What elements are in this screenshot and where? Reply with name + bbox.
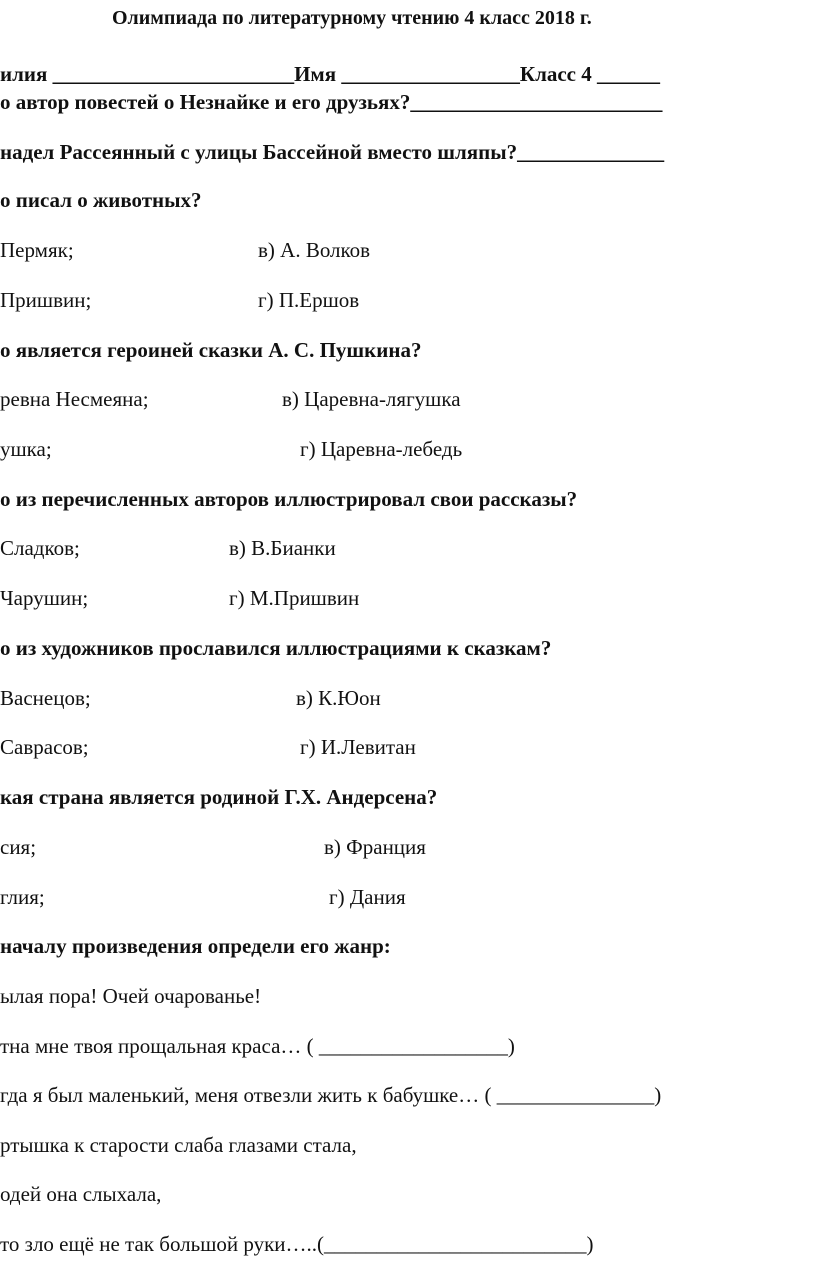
option-b: глия; bbox=[0, 885, 45, 909]
question-5: о из перечисленных авторов иллюстрировал свои рассказы? bbox=[0, 487, 578, 511]
question-3: о писал о животных? bbox=[0, 188, 202, 212]
option-a: Васнецов; bbox=[0, 686, 91, 710]
option-v: в) А. Волков bbox=[258, 238, 371, 262]
option-g: г) П.Ершов bbox=[258, 288, 360, 312]
option-a: Пермяк; bbox=[0, 238, 74, 262]
question-8: началу произведения определи его жанр: bbox=[0, 934, 391, 958]
option-a: Сладков; bbox=[0, 536, 80, 560]
question-7: кая страна является родиной Г.Х. Андерсена? bbox=[0, 785, 438, 809]
option-g: г) Дания bbox=[329, 885, 406, 909]
option-b: Саврасов; bbox=[0, 735, 89, 759]
option-v: в) Франция bbox=[324, 835, 426, 859]
option-b: Пришвин; bbox=[0, 288, 92, 312]
excerpt-line: одей она слыхала, bbox=[0, 1182, 162, 1206]
option-v: в) В.Бианки bbox=[229, 536, 336, 560]
option-a: ревна Несмеяна; bbox=[0, 387, 149, 411]
option-v: в) Царевна-лягушка bbox=[282, 387, 461, 411]
option-b: Чарушин; bbox=[0, 586, 89, 610]
option-b: ушка; bbox=[0, 437, 52, 461]
excerpt-line: ылая пора! Очей очарованье! bbox=[0, 984, 262, 1008]
page-title: Олимпиада по литературному чтению 4 класс 2018 г. bbox=[112, 7, 592, 29]
question-2: надел Рассеянный с улицы Бассейной вместо шляпы?______________ bbox=[0, 140, 665, 164]
excerpt-line: гда я был маленький, меня отвезли жить к бабушке… ( _______________) bbox=[0, 1083, 662, 1107]
excerpt-line: ртышка к старости слаба глазами стала, bbox=[0, 1133, 357, 1157]
option-g: г) Царевна-лебедь bbox=[300, 437, 463, 461]
student-info-line: илия _______________________Имя _________________Класс 4 ______ bbox=[0, 62, 660, 86]
excerpt-line: то зло ещё не так большой руки…..(_________________________) bbox=[0, 1232, 594, 1256]
excerpt-line: тна мне твоя прощальная краса… ( __________________) bbox=[0, 1034, 515, 1058]
option-g: г) И.Левитан bbox=[300, 735, 416, 759]
question-1: о автор повестей о Незнайке и его друзьях?________________________ bbox=[0, 90, 663, 114]
option-a: сия; bbox=[0, 835, 37, 859]
question-4: о является героиней сказки А. С. Пушкина? bbox=[0, 338, 422, 362]
option-g: г) М.Пришвин bbox=[229, 586, 360, 610]
question-6: о из художников прославился иллюстрациями к сказкам? bbox=[0, 636, 552, 660]
option-v: в) К.Юон bbox=[296, 686, 381, 710]
